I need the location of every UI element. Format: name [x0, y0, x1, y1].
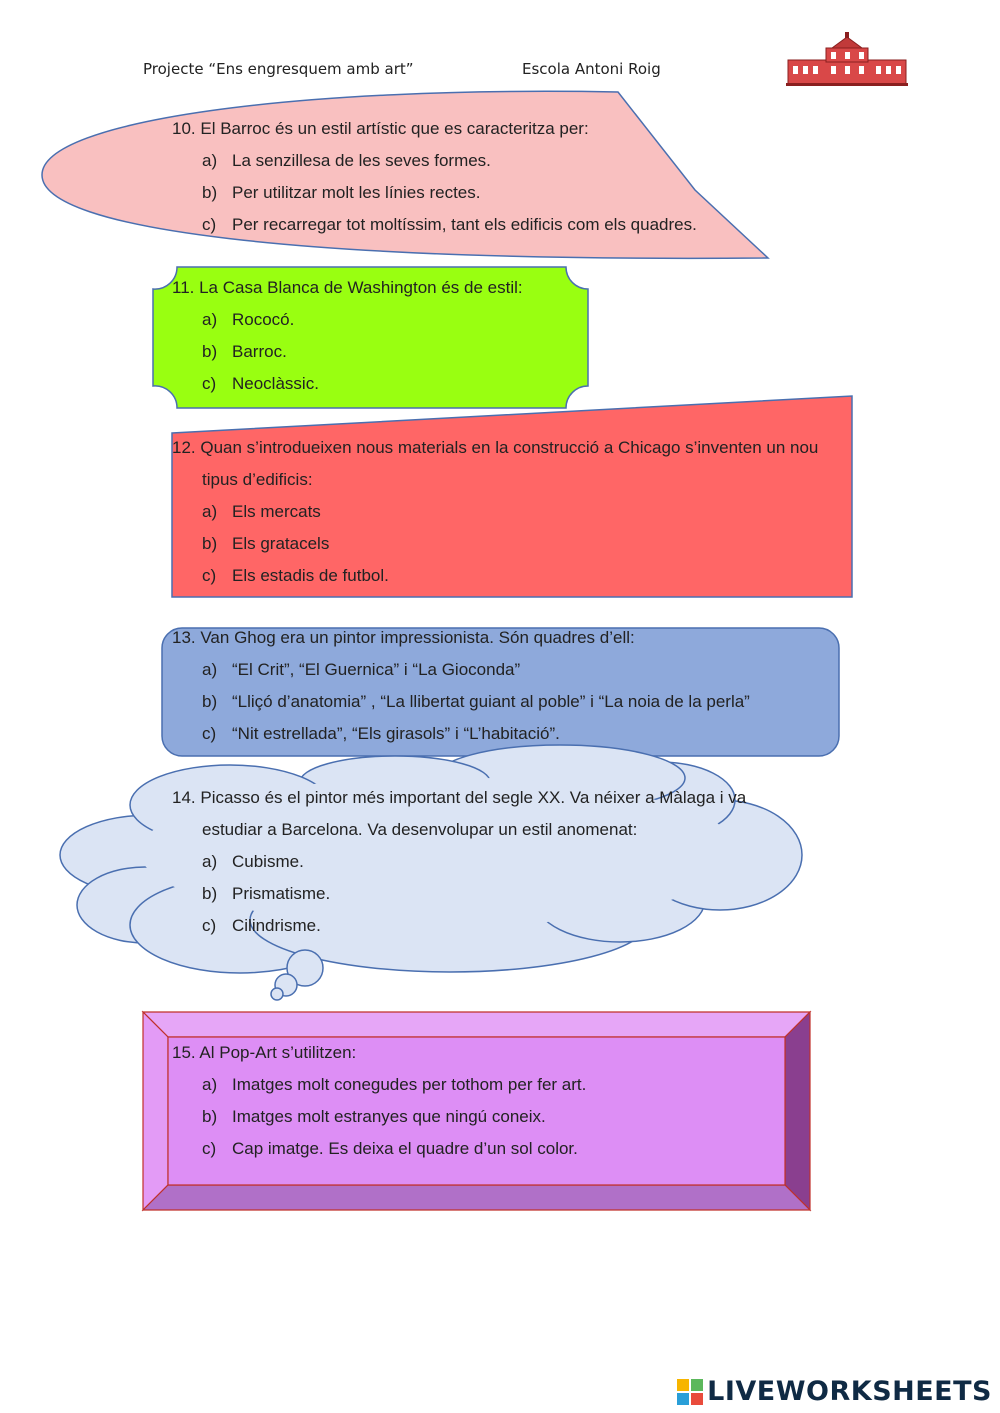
- school-building-icon: [786, 32, 908, 86]
- question-13-option-c[interactable]: c) “Nit estrellada”, “Els girasols” i “L’habitació”.: [202, 724, 560, 743]
- question-11-stem: 11. La Casa Blanca de Washington és de estil:: [172, 278, 523, 297]
- question-13-option-b[interactable]: b) “Lliçó d’anatomia” , “La llibertat guiant al poble” i “La noia de la perla”: [202, 692, 750, 711]
- question-11-option-b[interactable]: b) Barroc.: [202, 342, 287, 361]
- question-14-option-a[interactable]: a) Cubisme.: [202, 852, 304, 871]
- question-12-stem: 12. Quan s’introdueixen nous materials en la construcció a Chicago s’inventen un nou tipus d’edificis:: [172, 438, 819, 489]
- question-10-option-a[interactable]: a) La senzillesa de les seves formes.: [202, 151, 491, 170]
- question-11: [172, 272, 572, 400]
- question-15-option-c[interactable]: c) Cap imatge. Es deixa el quadre d’un sol color.: [202, 1139, 578, 1158]
- question-13-option-a[interactable]: a) “El Crit”, “El Guernica” i “La Gioconda”: [202, 660, 521, 679]
- question-14-stem: 14. Picasso és el pintor més important del segle XX. Va néixer a Màlaga i va estudiar a Barcelona. Va desenvolupar un estil anomenat:: [172, 788, 747, 839]
- question-15-option-b[interactable]: b) Imatges molt estranyes que ningú coneix.: [202, 1107, 546, 1126]
- question-11-option-c[interactable]: c) Neoclàssic.: [202, 374, 319, 393]
- question-15-option-a[interactable]: a) Imatges molt conegudes per tothom per fer art.: [202, 1075, 587, 1094]
- liveworksheets-squares-icon: [677, 1379, 703, 1405]
- header-school: Escola Antoni Roig: [522, 60, 661, 78]
- liveworksheets-brand-text: LIVEWORKSHEETS: [707, 1376, 992, 1407]
- question-14-option-b[interactable]: b) Prismatisme.: [202, 884, 331, 903]
- question-10: [172, 113, 752, 241]
- question-12-option-b[interactable]: b) Els gratacels: [202, 534, 330, 553]
- question-10-option-b[interactable]: b) Per utilitzar molt les línies rectes.: [202, 183, 481, 202]
- question-15: [172, 1037, 772, 1165]
- question-10-option-c[interactable]: c) Per recarregar tot moltíssim, tant els edificis com els quadres.: [202, 215, 697, 234]
- question-10-stem: 10. El Barroc és un estil artístic que es caracteritza per:: [172, 119, 589, 138]
- question-12-option-a[interactable]: a) Els mercats: [202, 502, 321, 521]
- question-13-stem: 13. Van Ghog era un pintor impressionista. Són quadres d’ell:: [172, 628, 635, 647]
- question-14-option-c[interactable]: c) Cilindrisme.: [202, 916, 321, 935]
- question-12-option-c[interactable]: c) Els estadis de futbol.: [202, 566, 389, 585]
- question-15-stem: 15. Al Pop-Art s’utilitzen:: [172, 1043, 357, 1062]
- header-project: Projecte “Ens engresquem amb art”: [143, 60, 414, 78]
- question-11-option-a[interactable]: a) Rococó.: [202, 310, 295, 329]
- question-12: [172, 432, 842, 592]
- question-14: [172, 782, 802, 942]
- question-13: [172, 622, 832, 750]
- liveworksheets-logo: [677, 1376, 992, 1407]
